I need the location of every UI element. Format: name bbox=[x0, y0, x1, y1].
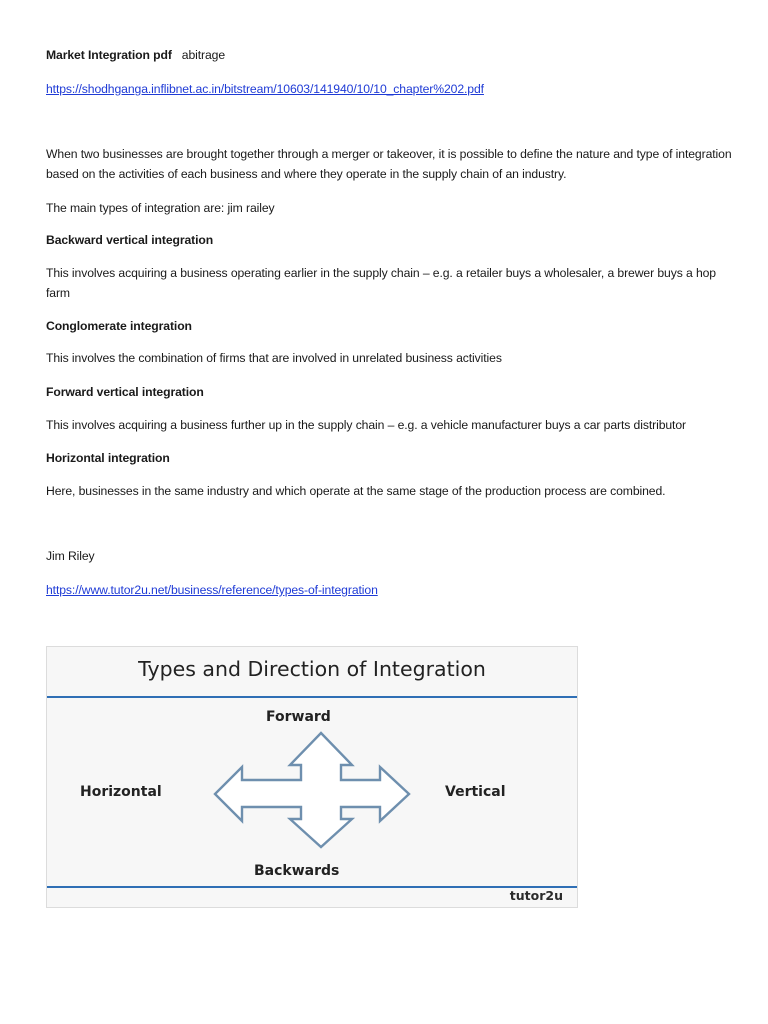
four-way-arrow-icon bbox=[215, 733, 409, 847]
tutor2u-link[interactable]: https://www.tutor2u.net/business/reference/types-of-integration bbox=[46, 583, 378, 597]
section-body-conglomerate: This involves the combination of firms that are involved in unrelated business activities bbox=[46, 351, 502, 365]
label-forward: Forward bbox=[266, 709, 331, 725]
intro-paragraph: When two businesses are brought together through a merger or takeover, it is possible to define the nature and type of integration based on the activities of each business and where they operate in the supply chain of an industry. bbox=[46, 147, 732, 181]
main-types-line: The main types of integration are: jim railey bbox=[46, 201, 275, 215]
shodhganga-link[interactable]: https://shodhganga.inflibnet.ac.in/bitstream/10603/141940/10/10_chapter%202.pdf bbox=[46, 82, 484, 96]
section-body-forward: This involves acquiring a business further up in the supply chain – e.g. a vehicle manufacturer buys a car parts distributor bbox=[46, 418, 686, 432]
author-name: Jim Riley bbox=[46, 549, 95, 563]
doc-heading-text: Market Integration pdf bbox=[46, 48, 172, 62]
section-body-backward: This involves acquiring a business operating earlier in the supply chain – e.g. a retailer buys a wholesaler, a brewer buys a hop farm bbox=[46, 266, 716, 300]
label-backwards: Backwards bbox=[254, 863, 340, 879]
section-body-horizontal: Here, businesses in the same industry and which operate at the same stage of the production process are combined. bbox=[46, 484, 666, 498]
diagram-title: Types and Direction of Integration bbox=[138, 657, 486, 681]
label-horizontal: Horizontal bbox=[80, 784, 162, 800]
integration-diagram bbox=[46, 646, 578, 908]
doc-heading-extra: abitrage bbox=[181, 48, 226, 62]
section-title-backward: Backward vertical integration bbox=[46, 233, 214, 247]
label-vertical: Vertical bbox=[445, 784, 506, 800]
tutor2u-logo: tutor2u bbox=[509, 888, 563, 903]
doc-heading bbox=[46, 46, 225, 65]
section-title-horizontal: Horizontal integration bbox=[46, 451, 170, 465]
section-title-conglomerate: Conglomerate integration bbox=[46, 319, 192, 333]
section-title-forward: Forward vertical integration bbox=[46, 385, 204, 399]
